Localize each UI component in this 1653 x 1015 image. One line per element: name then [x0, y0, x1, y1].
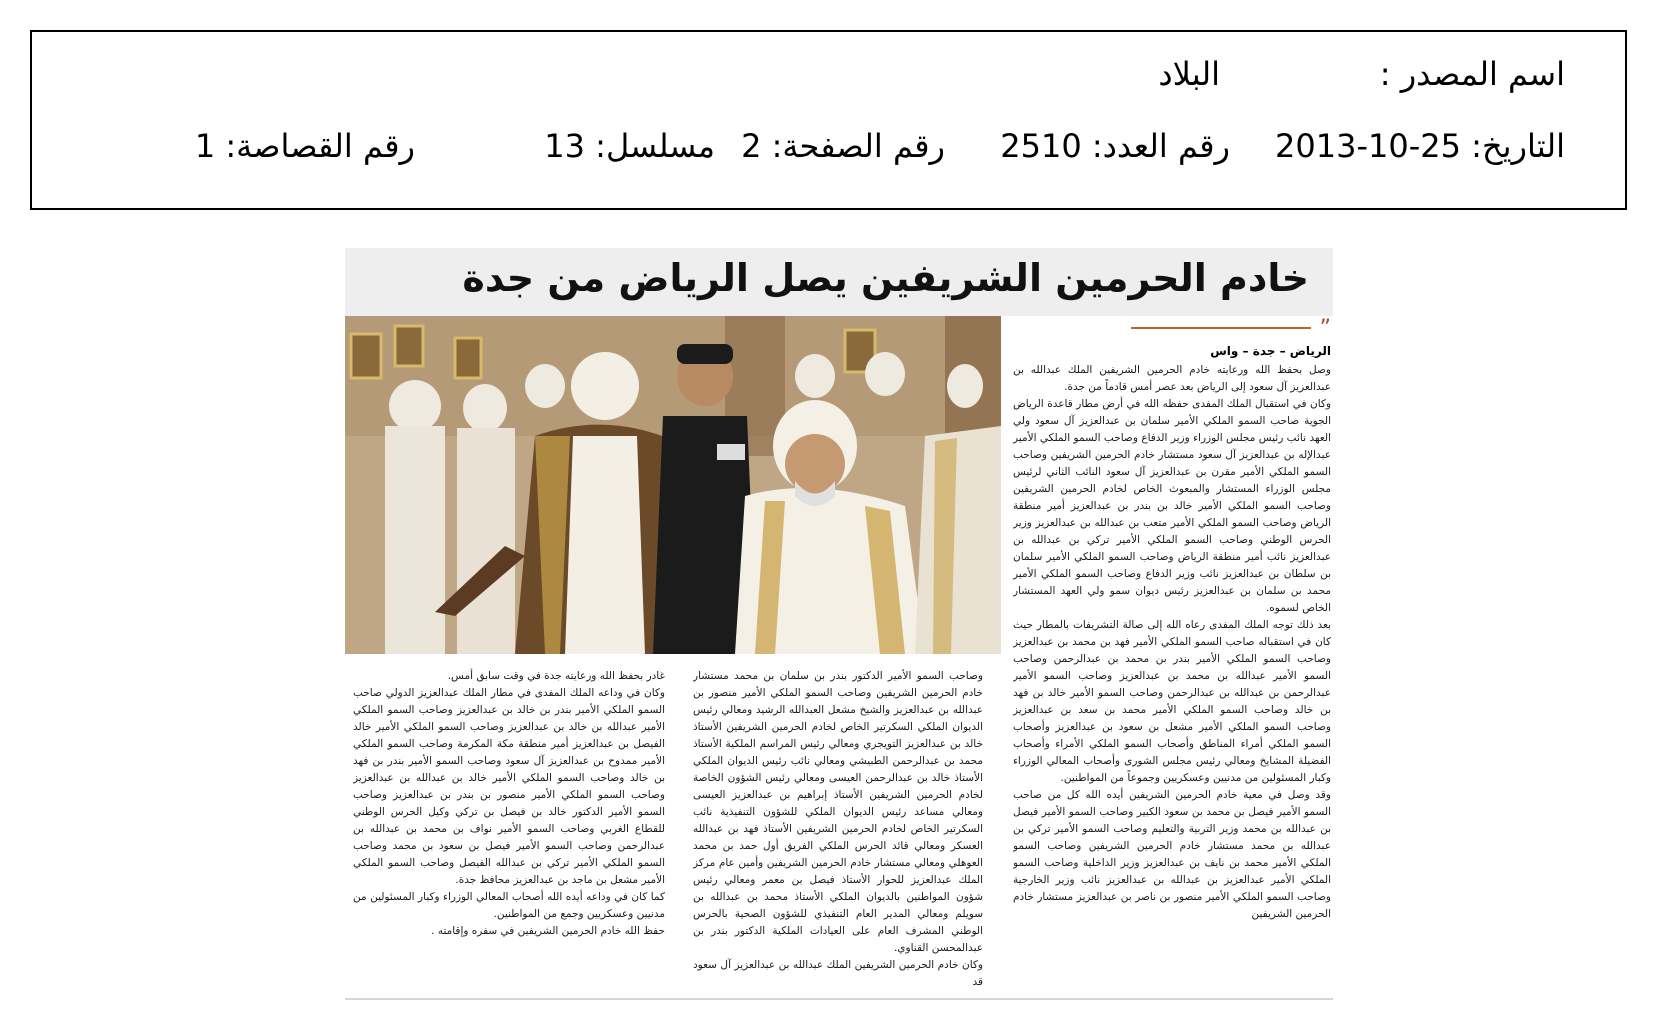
article-dateline: الرياض – جدة – واس — [1210, 344, 1331, 358]
accent-rule — [1131, 327, 1311, 329]
issue-number-field: رقم العدد: 2510 — [1000, 127, 1230, 165]
article-column-middle — [693, 668, 983, 990]
paragraph: وصاحب السمو الأمير الدكتور بندر بن سلمان بن محمد مستشار خادم الحرمين الشريفين وصاحب السمو الملكي الأمير منصور بن عبدالله بن عبدالعزيز والشيخ مشعل العبدالله الرشيد ومعالي رئيس الديوان الملكي السكرتير الخاص لخادم الحرمين الشريفين الأستاذ خالد بن عبدالعزيز التويجري ومعالي رئيس المراسم الملكية الأستاذ محمد بن عبدالرحمن الطبيشي ومعالي نائب رئيس الديوان الملكي الأستاذ خالد بن عبدالرحمن العيسى ومعالي رئيس الشؤون الخاصة لخادم الحرمين الشريفين الأستاذ إبراهيم بن عبدالعزيز العيسى ومعالي مساعد رئيس الديوان الملكي للشؤون التنفيذية نائب السكرتير الخاص لخادم الحرمين الشريفين الأستاذ فهد بن عبدالله العسكر ومعالي قائد الحرس الملكي الفريق أول حمد بن محمد العوهلي ومعالي مستشار خادم الحرمين الشريفين وأمين عام مركز الملك عبدالعزيز للحوار الأستاذ فيصل بن معمر ومعالي رئيس شؤون المواطنين بالديوان الملكي الأستاذ محمد بن عبدالله بن سويلم ومعالي المدير العام التنفيذي للشؤون الصحية بالحرس الوطني المشرف العام على العيادات الملكية الدكتور بندر بن عبدالمحسن القناوي. — [693, 670, 983, 954]
news-photo — [345, 316, 1001, 654]
paragraph: وقد وصل في معية خادم الحرمين الشريفين أيده الله كل من صاحب السمو الأمير فيصل بن محمد بن سعود الكبير وصاحب السمو الأمير فيصل بن عبدالله بن محمد وزير التربية والتعليم وصاحب السمو الأمير تركي بن عبدالله بن محمد مستشار خادم الحرمين الشريفين وصاحب السمو الملكي الأمير محمد بن نايف بن عبدالعزيز وزير الداخلية وصاحب السمو الملكي الأمير عبدالعزيز بن عبدالله بن عبدالعزيز نائب وزير الخارجية وصاحب السمو الملكي الأمير منصور بن ناصر بن عبدالعزيز مستشار خادم الحرمين الشريفين — [1013, 789, 1331, 920]
paragraph: بعد ذلك توجه الملك المفدى رعاه الله إلى صالة التشريفات بالمطار حيث كان في استقباله صاحب السمو الملكي الأمير فهد بن محمد بن عبدالعزيز وصاحب السمو الملكي الأمير بندر بن محمد بن عبدالرحمن وصاحب السمو الأمير عبدالله بن محمد بن عبدالعزيز وصاحب السمو الأمير عبدالرحمن بن عبدالله بن عبدالرحمن وصاحب السمو الأمير خالد بن فهد بن خالد وصاحب السمو الملكي الأمير محمد بن سعد بن عبدالعزيز وصاحب السمو الملكي الأمير مشعل بن سعود بن عبدالعزيز وأصحاب السمو الملكي أمراء المناطق وأصحاب السمو الملكي الأمراء وأصحاب الفضيلة المشايخ ومعالي رئيس مجلس الشورى وأصحاب المعالي الوزراء وكبار المسئولين من مدنيين وعسكريين وجموعاً من المواطنين. — [1013, 619, 1331, 784]
clip-number-field: رقم القصاصة: 1 — [194, 127, 415, 165]
paragraph: وصل بحفظ الله ورعايته خادم الحرمين الشريفين الملك عبدالله بن عبدالعزيز آل سعود إلى الرياض بعد عصر أمس قادماً من جدة. — [1013, 364, 1331, 393]
article-column-right — [1013, 362, 1331, 990]
article-column-left — [353, 668, 665, 990]
source-label: اسم المصدر : — [1379, 55, 1565, 93]
paragraph: وكان في استقبال الملك المفدى حفظه الله في أرض مطار قاعدة الرياض الجوية صاحب السمو الملكي الأمير سلمان بن عبدالعزيز آل سعود ولي العهد نائب رئيس مجلس الوزراء وزير الدفاع وصاحب السمو الملكي الأمير عبدالإله بن عبدالعزيز آل سعود مستشار خادم الحرمين الشريفين وصاحب السمو الملكي الأمير مقرن بن عبدالعزيز آل سعود النائب الثاني لرئيس مجلس الوزراء المستشار والمبعوث الخاص لخادم الحرمين الشريفين وصاحب السمو الملكي الأمير خالد بن بندر بن عبدالعزيز أمير منطقة الرياض وصاحب السمو الملكي الأمير متعب بن عبدالله بن عبدالعزيز وزير الحرس الوطني وصاحب السمو الملكي الأمير تركي بن عبدالله بن عبدالعزيز نائب أمير منطقة الرياض وصاحب السمو الملكي الأمير سلمان بن سلطان بن عبدالعزيز نائب وزير الدفاع وصاحب السمو الملكي الأمير محمد بن سلمان بن عبدالعزيز رئيس ديوان سمو ولي العهد المستشار الخاص لسموه. — [1013, 398, 1331, 614]
page-number-field: رقم الصفحة: 2 — [741, 127, 945, 165]
serial-number-field: مسلسل: 13 — [544, 127, 715, 165]
paragraph: كما كان في وداعه أيده الله أصحاب المعالي الوزراء وكبار المسئولين من مدنيين وعسكريين وجمع من المواطنين. — [353, 891, 665, 920]
metadata-box — [30, 30, 1627, 210]
photo-icon — [345, 316, 1001, 654]
clipping-bottom-rule — [345, 998, 1333, 1000]
quote-mark-icon: ” — [1319, 316, 1331, 341]
article-headline: خادم الحرمين الشريفين يصل الرياض من جدة — [462, 256, 1309, 300]
source-value: البلاد — [1158, 55, 1220, 93]
date-field: التاريخ: 25-10-2013 — [1275, 127, 1565, 165]
newspaper-clipping — [345, 248, 1333, 1000]
paragraph: وكان خادم الحرمين الشريفين الملك عبدالله بن عبدالعزيز آل سعود قد — [693, 959, 983, 988]
paragraph: وكان في وداعه الملك المفدى في مطار الملك عبدالعزيز الدولي صاحب السمو الملكي الأمير بندر بن خالد بن عبدالعزيز وصاحب السمو الملكي الأمير عبدالله بن خالد بن عبدالعزيز وصاحب السمو الملكي الأمير خالد الفيصل بن عبدالعزيز أمير منطقة مكة المكرمة وصاحب السمو الملكي الأمير ممدوح بن عبدالعزيز آل سعود وصاحب السمو الأمير بندر بن فهد بن خالد وصاحب السمو الملكي الأمير خالد بن عبدالله بن عبدالعزيز وصاحب السمو الملكي الأمير منصور بن بندر بن عبدالعزيز وصاحب السمو الأمير الدكتور خالد بن فيصل بن تركي وكيل الحرس الوطني للقطاع الغربي وصاحب السمو الأمير نواف بن محمد بن عبدالله بن عبدالرحمن وصاحب السمو الأمير فيصل بن سعود بن محمد وصاحب السمو الملكي الأمير تركي بن عبدالله الفيصل وصاحب السمو الملكي الأمير مشعل بن ماجد بن عبدالعزيز محافظ جدة. — [353, 687, 665, 886]
paragraph: حفظ الله خادم الحرمين الشريفين في سفره وإقامته . — [431, 925, 665, 937]
paragraph: غادر بحفظ الله ورعايته جدة في وقت سابق أمس. — [447, 670, 665, 682]
